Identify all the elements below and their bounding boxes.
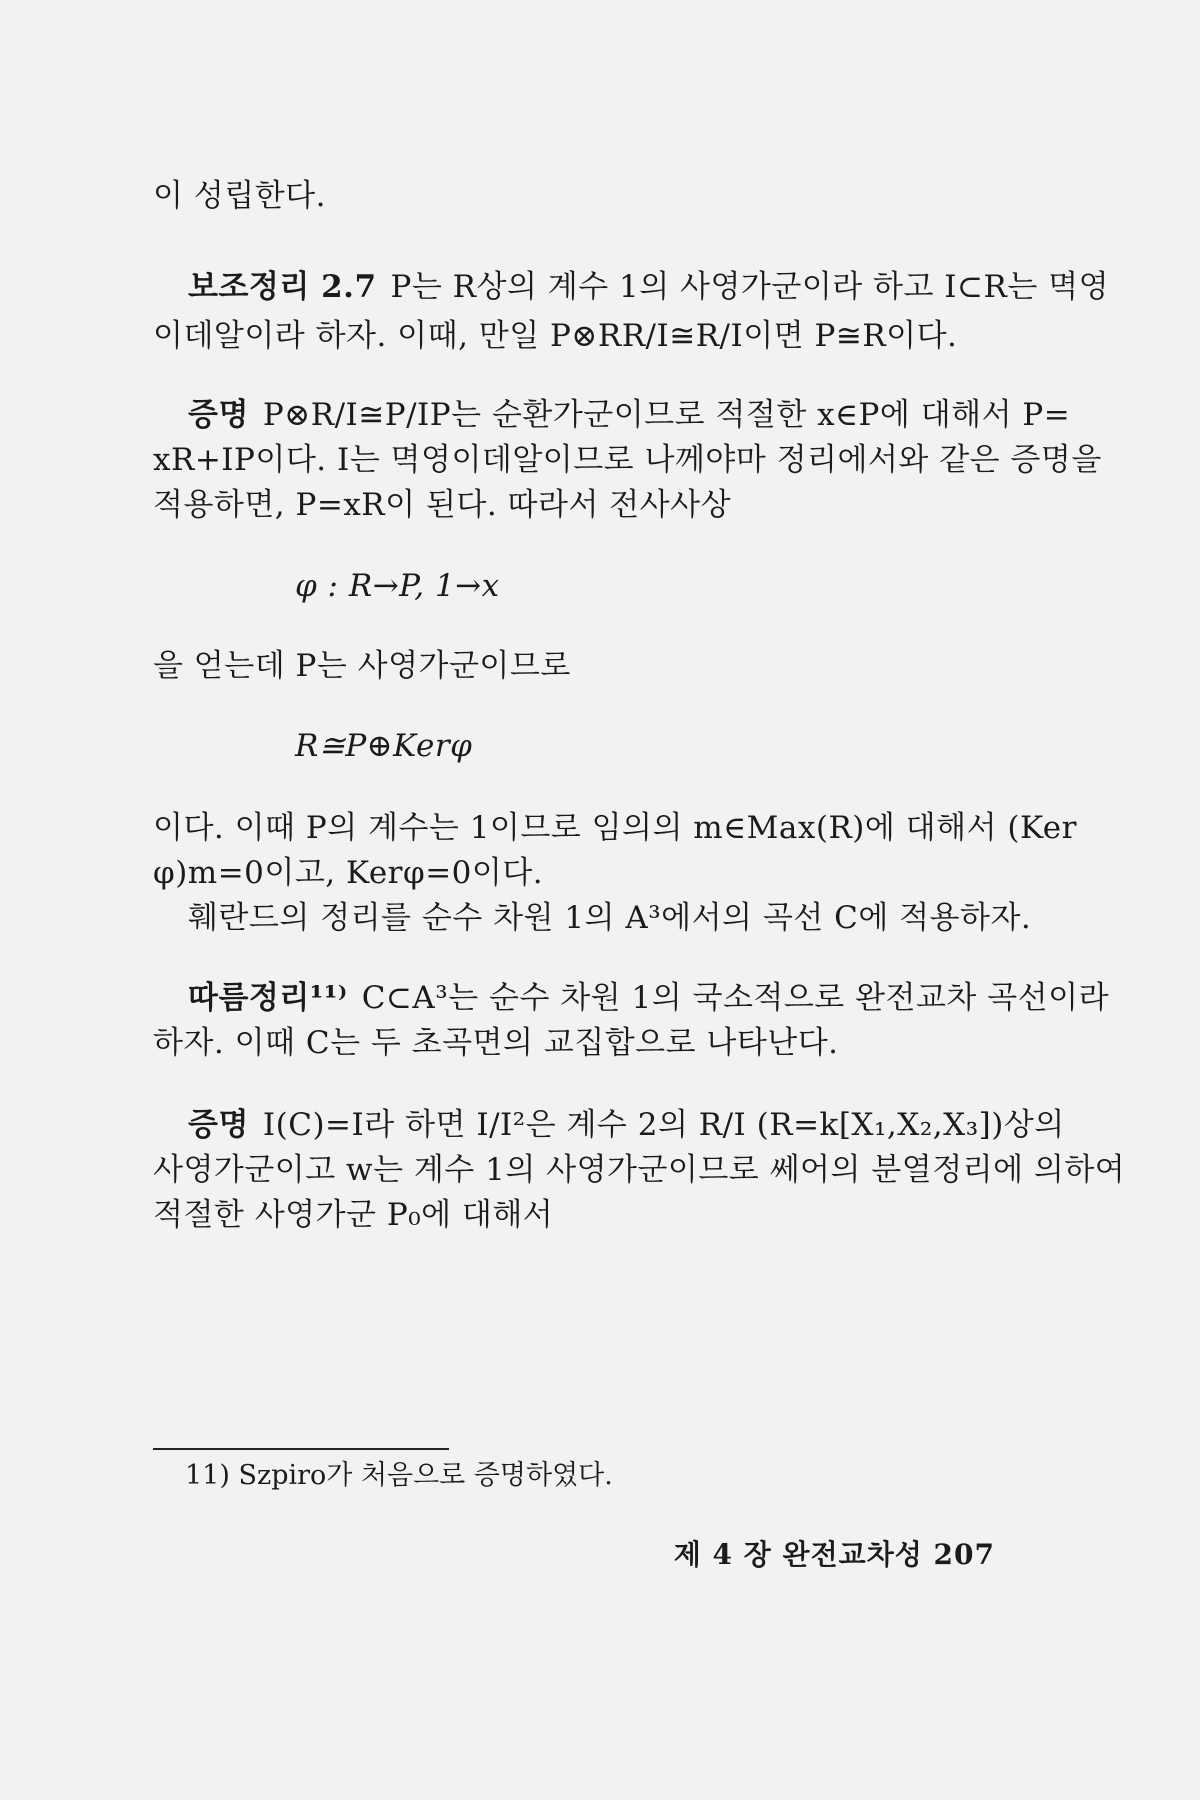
- running-footer: 제 4 장 완전교차성 207: [673, 1538, 995, 1571]
- proof2-line-3: 적절한 사영가군 P₀에 대해서: [153, 1197, 554, 1233]
- footnote-rule: [153, 1448, 449, 1450]
- text-line: 훼란드의 정리를 순수 차원 1의 A³에서의 곡선 C에 적용하자.: [188, 900, 1032, 936]
- lemma-line-2: 이데알이라 하자. 이때, 만일 P⊗RR/I≅R/I이면 P≅R이다.: [153, 318, 958, 354]
- corollary-line-1: [188, 978, 1109, 1018]
- formula-surjection: φ : R→P, 1→x: [295, 568, 500, 604]
- corollary-line-2: 하자. 이때 C는 두 초곡면의 교집합으로 나타난다.: [153, 1025, 839, 1061]
- text-line: 을 얻는데 P는 사영가군이므로: [153, 648, 571, 684]
- proof2-line-1: [188, 1105, 1065, 1145]
- proof-line-1: [188, 395, 1070, 435]
- text-line: 이 성립한다.: [153, 178, 326, 214]
- proof-line-3: 적용하면, P=xR이 된다. 따라서 전사사상: [153, 487, 732, 523]
- corollary-text: C⊂A³는 순수 차원 1의 국소적으로 완전교차 곡선이라: [361, 980, 1110, 1016]
- proof-label: 증명: [188, 397, 249, 433]
- footnote: 11) Szpiro가 처음으로 증명하였다.: [185, 1460, 613, 1491]
- corollary-label: 따름정리¹¹⁾: [188, 980, 348, 1016]
- lemma-label: 보조정리 2.7: [188, 269, 377, 305]
- proof-label: 증명: [188, 1107, 249, 1143]
- proof-line-2: xR+IP이다. I는 멱영이데알이므로 나께야마 정리에서와 같은 증명을: [153, 442, 1102, 478]
- lemma-text: P는 R상의 계수 1의 사영가군이라 하고 I⊂R는 멱영: [390, 269, 1110, 305]
- formula-decomposition: R≅P⊕Kerφ: [295, 728, 473, 764]
- text-line: 이다. 이때 P의 계수는 1이므로 임의의 m∈Max(R)에 대해서 (Ker: [153, 810, 1077, 846]
- lemma-line-1: [188, 267, 1109, 307]
- text-line: φ)m=0이고, Kerφ=0이다.: [153, 855, 544, 891]
- proof-text: I(C)=I라 하면 I/I²은 계수 2의 R/I (R=k[X₁,X₂,X₃])상의: [262, 1107, 1065, 1143]
- proof2-line-2: 사영가군이고 w는 계수 1의 사영가군이므로 쎄어의 분열정리에 의하여: [153, 1152, 1126, 1188]
- proof-text: P⊗R/I≅P/IP는 순환가군이므로 적절한 x∈P에 대해서 P=: [262, 397, 1071, 433]
